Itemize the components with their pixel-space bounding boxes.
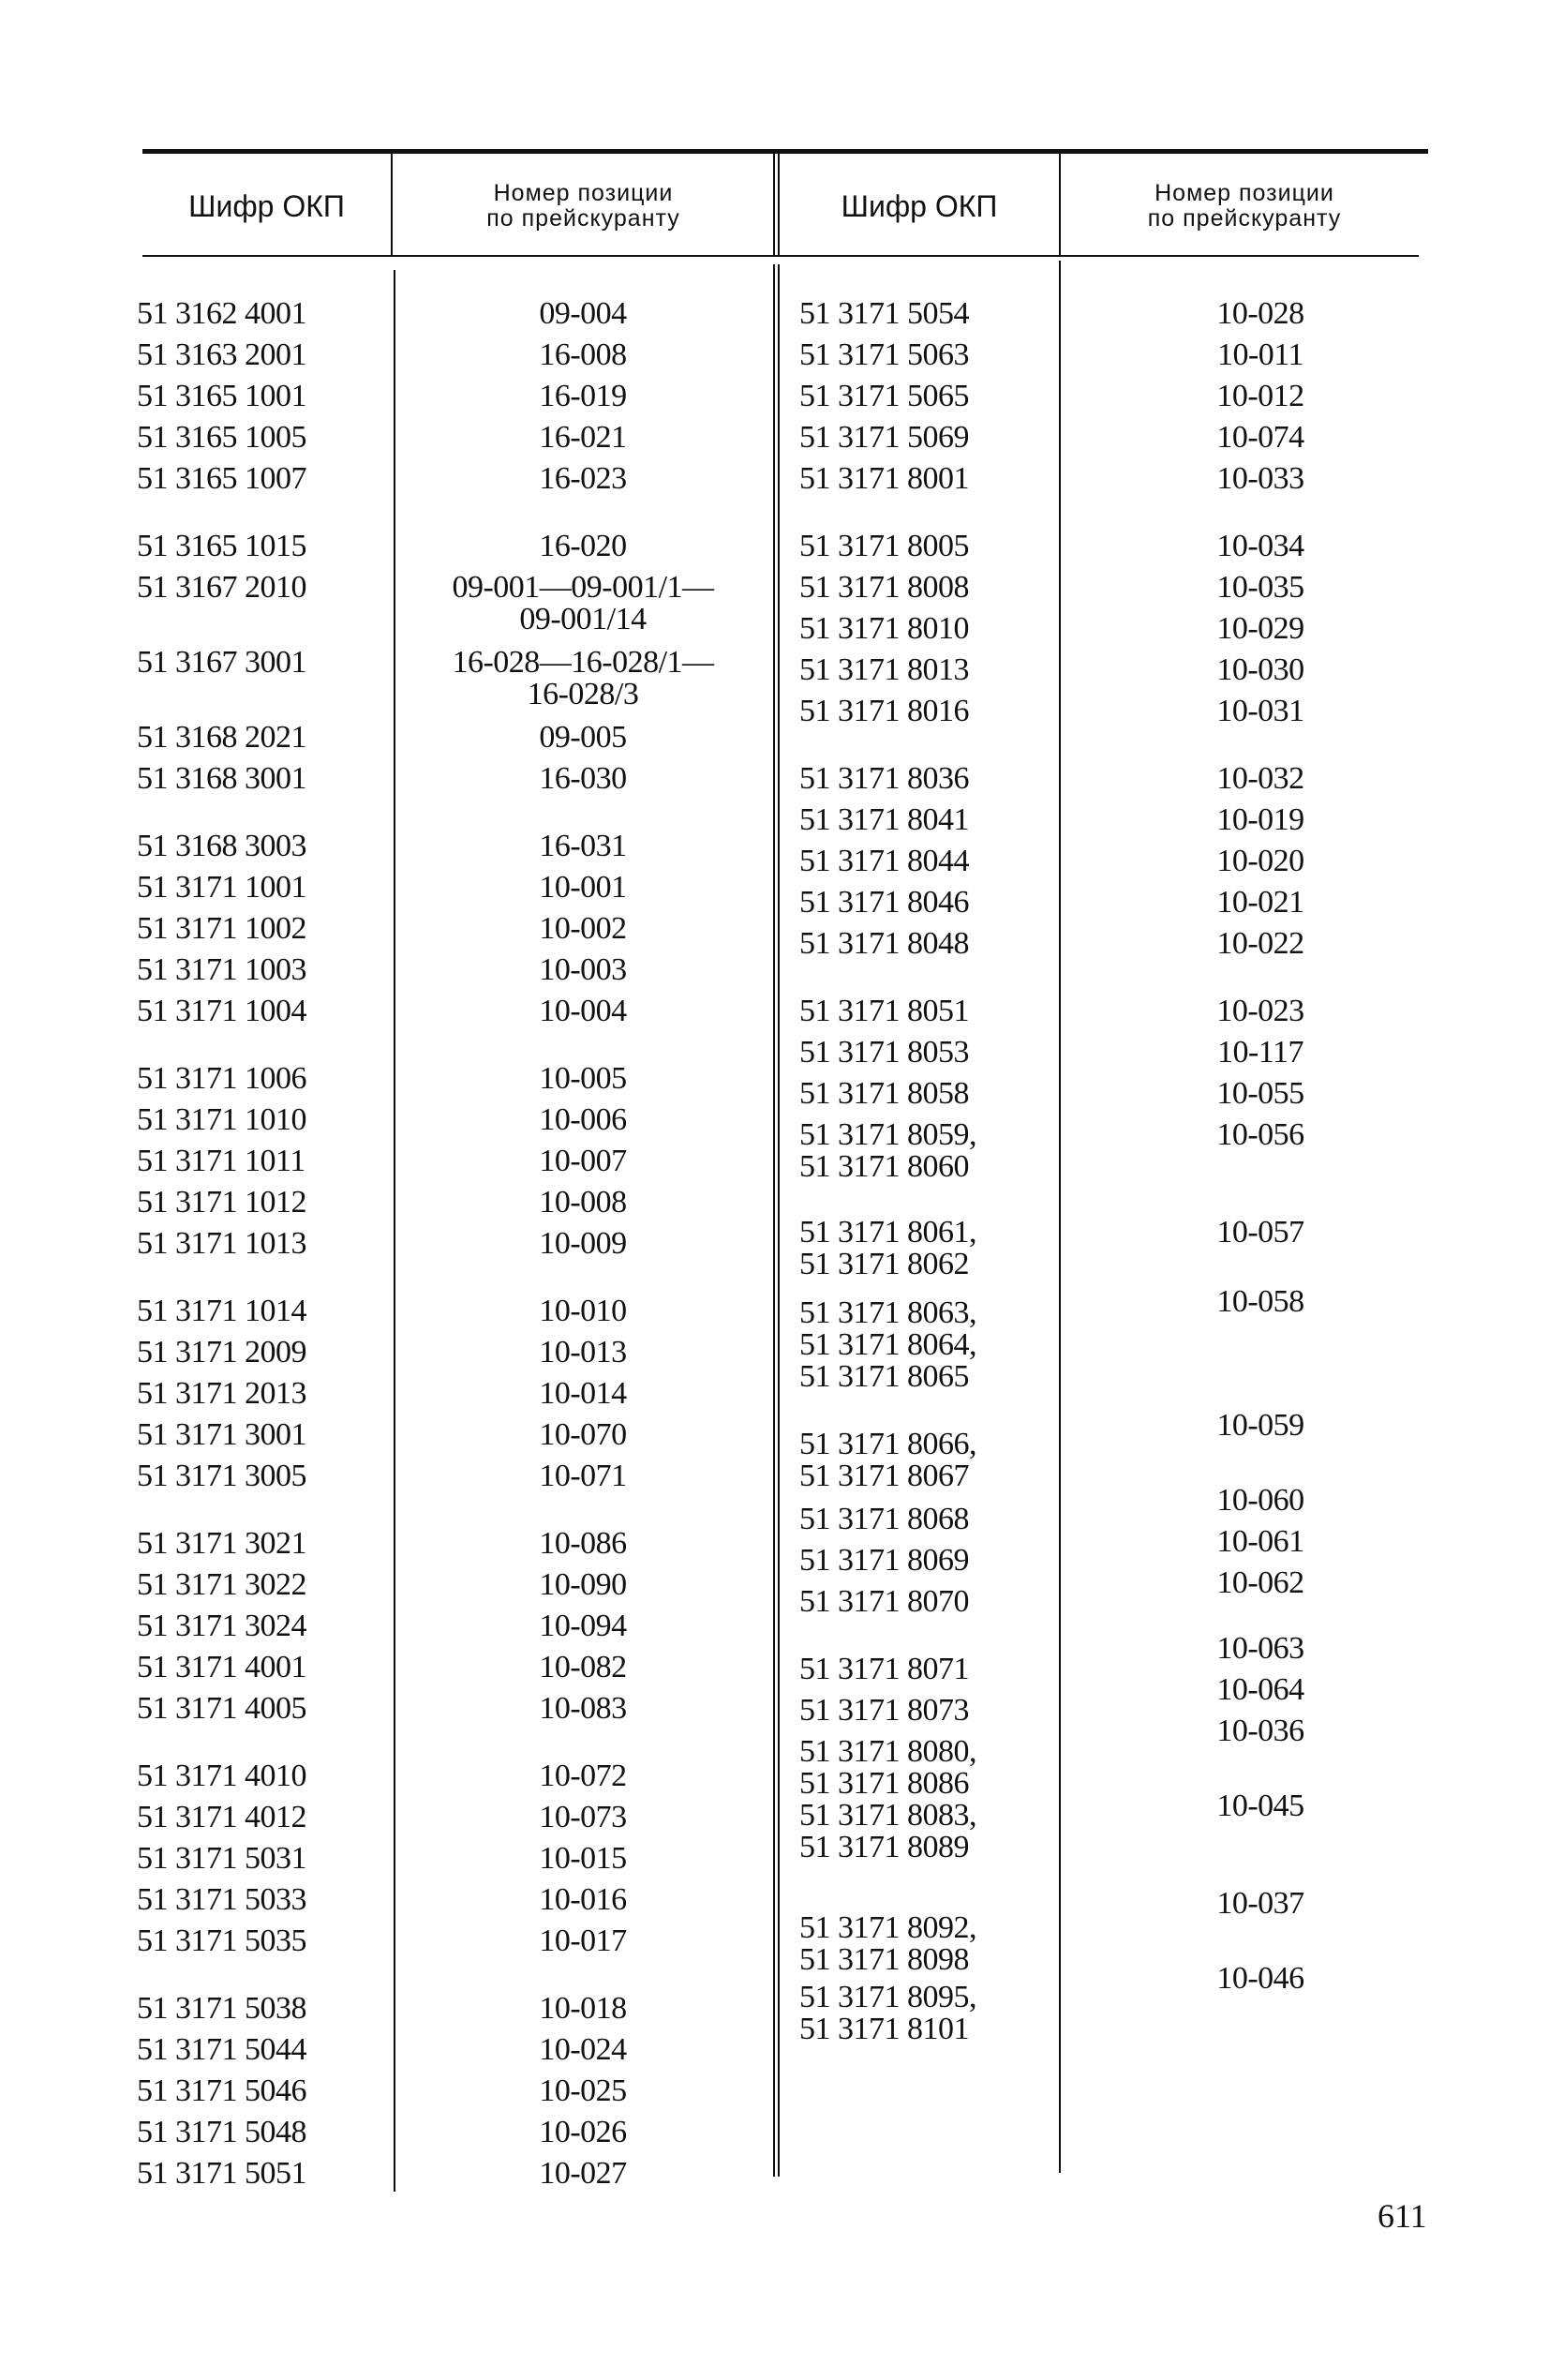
position-number-cell: 10-064 [1216, 1672, 1304, 1707]
okp-code-cell: 51 3171 8058 [799, 1076, 969, 1111]
position-number-cell: 09-001/14 [519, 602, 647, 636]
okp-code-cell: 51 3171 3022 [137, 1567, 306, 1602]
position-number-cell: 10-019 [1216, 802, 1304, 837]
position-number-cell: 16-008 [539, 337, 627, 372]
position-number-cell: 10-083 [539, 1691, 627, 1726]
okp-code-cell: 51 3171 1011 [137, 1144, 305, 1178]
position-number-cell: 10-033 [1216, 461, 1304, 496]
okp-code-cell: 51 3171 4012 [137, 1800, 306, 1834]
table-top-rule [142, 149, 1428, 154]
okp-code-cell: 51 3171 1001 [137, 870, 306, 905]
position-number-cell: 10-005 [539, 1061, 627, 1096]
header-code-2: Шифр ОКП [841, 189, 998, 223]
okp-code-cell: 51 3171 1013 [137, 1226, 306, 1261]
okp-code-cell: 51 3171 3001 [137, 1417, 306, 1452]
okp-code-cell: 51 3171 8080, [799, 1734, 976, 1769]
position-number-cell: 10-023 [1216, 994, 1304, 1028]
position-number-cell: 10-037 [1216, 1886, 1304, 1921]
position-number-cell: 10-071 [539, 1459, 627, 1493]
position-number-cell: 10-025 [539, 2073, 627, 2108]
okp-code-cell: 51 3171 8095, [799, 1980, 976, 2014]
okp-code-cell: 51 3165 1015 [137, 529, 306, 563]
okp-code-cell: 51 3171 8068 [799, 1502, 969, 1536]
okp-code-cell: 51 3168 3003 [137, 829, 306, 863]
position-number-cell: 16-020 [539, 529, 627, 563]
position-number-cell: 10-117 [1216, 1035, 1304, 1070]
okp-code-cell: 51 3165 1007 [137, 461, 306, 496]
position-number-cell: 10-060 [1216, 1483, 1304, 1518]
position-number-cell: 10-015 [539, 1841, 627, 1876]
okp-code-cell: 51 3171 5048 [137, 2115, 306, 2149]
position-number-cell: 10-027 [539, 2156, 627, 2191]
okp-code-cell: 51 3171 8069 [799, 1543, 969, 1578]
okp-code-cell: 51 3171 8041 [799, 802, 969, 837]
okp-code-cell: 51 3171 8086 [799, 1766, 969, 1801]
okp-code-cell: 51 3171 8046 [799, 885, 969, 920]
position-number-cell: 10-070 [539, 1417, 627, 1452]
col-divider-2a-header [773, 154, 775, 255]
header-position-1-line2: по прейскуранту [486, 205, 680, 232]
okp-code-cell: 51 3165 1001 [137, 379, 306, 413]
okp-code-cell: 51 3171 8008 [799, 570, 969, 605]
position-number-cell: 10-035 [1216, 570, 1304, 605]
position-number-cell: 10-007 [539, 1144, 627, 1178]
position-number-cell: 10-045 [1216, 1789, 1304, 1823]
okp-code-cell: 51 3171 8066, [799, 1427, 976, 1461]
position-number-cell: 10-030 [1216, 652, 1304, 687]
position-number-cell: 16-030 [539, 761, 627, 796]
position-number-cell: 10-001 [539, 870, 627, 905]
position-number-cell: 10-074 [1216, 420, 1304, 455]
okp-code-cell: 51 3171 3005 [137, 1459, 306, 1493]
position-number-cell: 10-002 [539, 911, 627, 946]
okp-code-cell: 51 3171 5051 [137, 2156, 306, 2191]
header-position-2-line1: Номер позиции [1154, 180, 1334, 206]
okp-code-cell: 51 3171 4001 [137, 1650, 306, 1684]
okp-code-cell: 51 3171 3021 [137, 1526, 306, 1561]
position-number-cell: 10-082 [539, 1650, 627, 1684]
position-number-cell: 10-028 [1216, 296, 1304, 331]
position-number-cell: 10-006 [539, 1102, 627, 1137]
position-number-cell: 10-020 [1216, 844, 1304, 878]
okp-code-cell: 51 3168 3001 [137, 761, 306, 796]
position-number-cell: 10-059 [1216, 1408, 1304, 1443]
header-position-2-line2: по прейскуранту [1147, 205, 1342, 232]
okp-code-cell: 51 3171 8063, [799, 1295, 976, 1330]
header-position-1-line1: Номер позиции [493, 180, 674, 206]
okp-code-cell: 51 3171 4005 [137, 1691, 306, 1726]
okp-code-cell: 51 3171 1006 [137, 1061, 306, 1096]
position-number-cell: 10-072 [539, 1759, 627, 1793]
header-position-1 [394, 181, 773, 232]
header-position-2 [1061, 181, 1428, 232]
col-divider-2a-body [773, 264, 775, 2177]
okp-code-cell: 51 3171 5031 [137, 1841, 306, 1876]
okp-code-cell: 51 3171 8065 [799, 1359, 969, 1394]
okp-code-cell: 51 3171 1002 [137, 911, 306, 946]
okp-code-cell: 51 3171 8051 [799, 994, 969, 1028]
okp-code-cell: 51 3171 8070 [799, 1584, 969, 1619]
okp-code-cell: 51 3171 8016 [799, 694, 969, 728]
position-number-cell: 10-029 [1216, 611, 1304, 646]
okp-code-cell: 51 3171 8101 [799, 2012, 969, 2046]
okp-code-cell: 51 3171 5069 [799, 420, 969, 455]
okp-code-cell: 51 3171 8013 [799, 652, 969, 687]
position-number-cell: 10-026 [539, 2115, 627, 2149]
okp-code-cell: 51 3163 2001 [137, 337, 306, 372]
okp-code-cell: 51 3171 8036 [799, 761, 969, 796]
position-number-cell: 10-021 [1216, 885, 1304, 920]
okp-code-cell: 51 3171 5038 [137, 1991, 306, 2026]
position-number-cell: 10-013 [539, 1335, 627, 1370]
okp-code-cell: 51 3171 5035 [137, 1923, 306, 1958]
okp-code-cell: 51 3171 8059, [799, 1117, 976, 1152]
position-number-cell: 10-008 [539, 1185, 627, 1220]
okp-code-cell: 51 3171 5063 [799, 337, 969, 372]
position-number-cell: 10-046 [1216, 1961, 1304, 1996]
okp-code-cell: 51 3171 5044 [137, 2032, 306, 2067]
okp-code-cell: 51 3171 5054 [799, 296, 969, 331]
okp-code-cell: 51 3171 8083, [799, 1798, 976, 1833]
okp-code-cell: 51 3171 5033 [137, 1882, 306, 1917]
okp-code-cell: 51 3162 4001 [137, 296, 306, 331]
okp-code-cell: 51 3171 1003 [137, 952, 306, 987]
position-number-cell: 10-032 [1216, 761, 1304, 796]
okp-code-cell: 51 3171 5046 [137, 2073, 306, 2108]
okp-code-cell: 51 3171 8060 [799, 1149, 969, 1184]
position-number-cell: 10-063 [1216, 1631, 1304, 1666]
position-number-cell: 10-010 [539, 1294, 627, 1328]
okp-code-cell: 51 3171 8089 [799, 1830, 969, 1864]
position-number-cell: 16-019 [539, 379, 627, 413]
position-number-cell: 16-021 [539, 420, 627, 455]
okp-code-cell: 51 3171 1014 [137, 1294, 306, 1328]
position-number-cell: 10-073 [539, 1800, 627, 1834]
col-divider-1-header [391, 154, 393, 255]
position-number-cell: 10-022 [1216, 926, 1304, 961]
position-number-cell: 10-017 [539, 1923, 627, 1958]
position-number-cell: 10-062 [1216, 1565, 1304, 1600]
okp-code-cell: 51 3171 8067 [799, 1459, 969, 1493]
position-number-cell: 10-012 [1216, 379, 1304, 413]
okp-code-cell: 51 3171 8053 [799, 1035, 969, 1070]
position-number-cell: 16-028/3 [527, 677, 639, 711]
header-bottom-rule [142, 255, 1419, 257]
okp-code-cell: 51 3171 4010 [137, 1759, 306, 1793]
position-number-cell: 10-058 [1216, 1284, 1304, 1319]
position-number-cell: 10-016 [539, 1882, 627, 1917]
col-divider-2b-body [778, 264, 780, 2177]
okp-code-cell: 51 3171 1010 [137, 1102, 306, 1137]
okp-code-cell: 51 3171 8064, [799, 1327, 976, 1362]
page-number: 611 [1378, 2197, 1427, 2235]
okp-code-cell: 51 3171 8062 [799, 1247, 969, 1281]
position-number-cell: 10-055 [1216, 1076, 1304, 1111]
position-number-cell: 16-028—16-028/1— [452, 645, 714, 680]
position-number-cell: 10-036 [1216, 1714, 1304, 1748]
okp-code-cell: 51 3171 8005 [799, 529, 969, 563]
position-number-cell: 10-061 [1216, 1524, 1304, 1559]
position-number-cell: 10-018 [539, 1991, 627, 2026]
okp-code-cell: 51 3171 8001 [799, 461, 969, 496]
position-number-cell: 10-057 [1216, 1215, 1304, 1250]
okp-code-cell: 51 3171 1012 [137, 1185, 306, 1220]
position-number-cell: 10-031 [1216, 694, 1304, 728]
okp-code-cell: 51 3171 5065 [799, 379, 969, 413]
position-number-cell: 10-094 [539, 1609, 627, 1643]
okp-code-cell: 51 3171 8010 [799, 611, 969, 646]
position-number-cell: 10-004 [539, 994, 627, 1028]
header-code-1: Шифр ОКП [188, 189, 345, 223]
col-divider-3-body [1059, 261, 1061, 2173]
position-number-cell: 10-056 [1216, 1117, 1304, 1152]
okp-code-cell: 51 3171 3024 [137, 1609, 306, 1643]
position-number-cell: 09-001—09-001/1— [452, 570, 714, 605]
okp-code-cell: 51 3167 2010 [137, 570, 306, 605]
position-number-cell: 10-024 [539, 2032, 627, 2067]
okp-code-cell: 51 3171 8073 [799, 1693, 969, 1728]
okp-code-cell: 51 3171 8061, [799, 1215, 976, 1250]
position-number-cell: 09-004 [539, 296, 627, 331]
okp-code-cell: 51 3171 2013 [137, 1376, 306, 1411]
position-number-cell: 10-090 [539, 1567, 627, 1602]
position-number-cell: 16-031 [539, 829, 627, 863]
okp-code-cell: 51 3171 8044 [799, 844, 969, 878]
okp-code-cell: 51 3165 1005 [137, 420, 306, 455]
okp-code-cell: 51 3171 8048 [799, 926, 969, 961]
position-number-cell: 16-023 [539, 461, 627, 496]
okp-code-cell: 51 3171 8098 [799, 1942, 969, 1977]
position-number-cell: 09-005 [539, 720, 627, 755]
okp-code-cell: 51 3171 2009 [137, 1335, 306, 1370]
position-number-cell: 10-003 [539, 952, 627, 987]
position-number-cell: 10-011 [1216, 337, 1304, 372]
position-number-cell: 10-086 [539, 1526, 627, 1561]
position-number-cell: 10-009 [539, 1226, 627, 1261]
okp-code-cell: 51 3168 2021 [137, 720, 306, 755]
okp-code-cell: 51 3171 8071 [799, 1652, 969, 1686]
okp-code-cell: 51 3171 8092, [799, 1910, 976, 1945]
position-number-cell: 10-034 [1216, 529, 1304, 563]
position-number-cell: 10-014 [539, 1376, 627, 1411]
okp-code-cell: 51 3167 3001 [137, 645, 306, 680]
okp-code-cell: 51 3171 1004 [137, 994, 306, 1028]
